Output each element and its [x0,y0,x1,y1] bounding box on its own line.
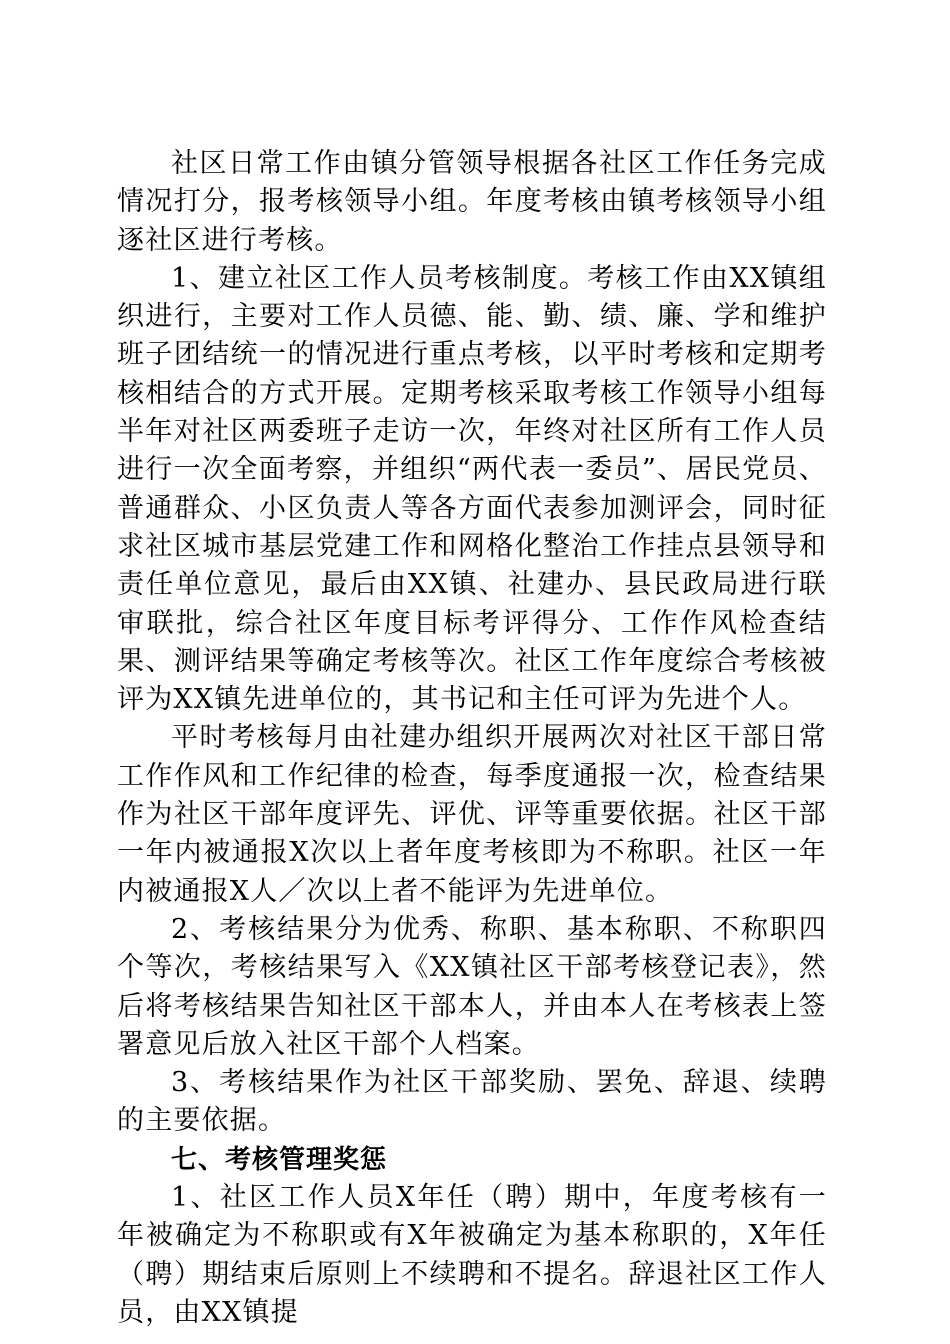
paragraph-assessment-system: 1、建立社区工作人员考核制度。考核工作由XX镇组织进行，主要对工作人员德、能、勤、绩、廉、学和维护班子团结统一的情况进行重点考核，以平时考核和定期考核相结合的方式开展。定期考核采取考核工作领导小组每半年对社区两委班子走访一次，年终对社区所有工作人员进行一次全面考察，并组织“两代表一委员”、居民党员、普通群众、小区负责人等各方面代表参加测评会，同时征求社区城市基层党建工作和网格化整治工作挂点县领导和责任单位意见，最后由XX镇、社建办、县民政局进行联审联批，综合社区年度目标考评得分、工作作风检查结果、测评结果等确定考核等次。社区工作年度综合考核被评为XX镇先进单位的，其书记和主任可评为先进个人。 [117,262,827,716]
paragraph-assessment-grades: 2、考核结果分为优秀、称职、基本称职、不称职四个等次，考核结果写入《XX镇社区干部考核登记表》，然后将考核结果告知社区干部本人，并由本人在考核表上签署意见后放入社区干部个人档案。 [117,913,827,1060]
section-heading: 七、考核管理奖惩 [171,1144,388,1175]
document-page [117,145,827,1332]
paragraph-daily-work: 社区日常工作由镇分管领导根据各社区工作任务完成情况打分，报考核领导小组。年度考核由镇考核领导小组逐社区进行考核。 [117,148,827,256]
paragraph-assessment-usage: 3、考核结果作为社区干部奖励、罢免、辞退、续聘的主要依据。 [117,1067,827,1137]
paragraph-regular-assessment: 平时考核每月由社建办组织开展两次对社区干部日常工作作风和工作纪律的检查，每季度通报一次，检查结果作为社区干部年度评先、评优、评等重要依据。社区干部一年内被通报X次以上者年度考核即为不称职。社区一年内被通报X人／次以上者不能评为先进单位。 [117,722,827,907]
paragraph-rewards-penalties: 1、社区工作人员X年任（聘）期中，年度考核有一年被确定为不称职或有X年被确定为基本称职的，X年任（聘）期结束后原则上不续聘和不提名。辞退社区工作人员，由XX镇提 [117,1182,827,1328]
